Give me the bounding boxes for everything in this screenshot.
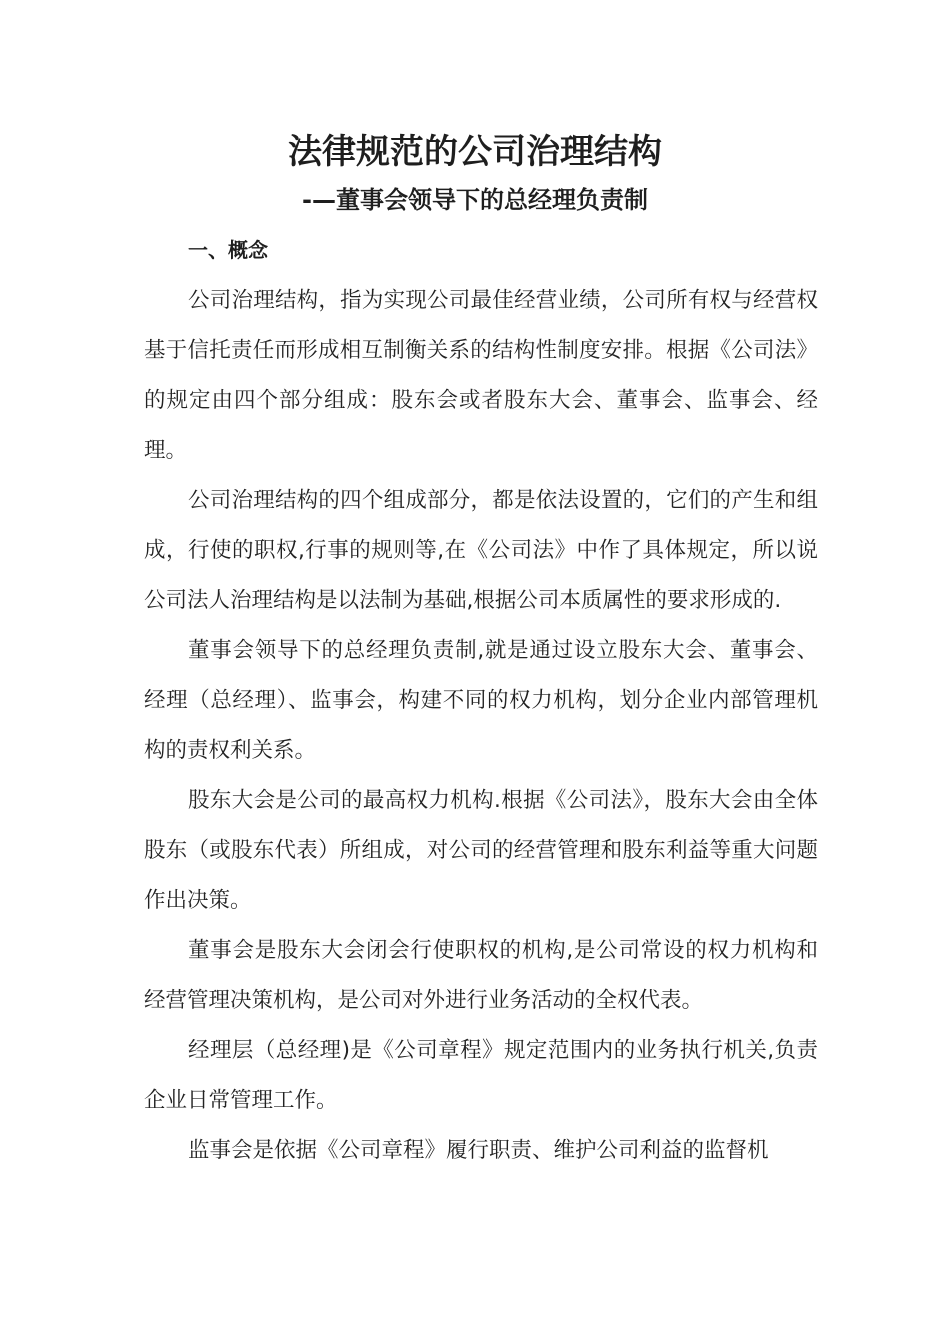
paragraph-legal-basis: 公司治理结构的四个组成部分，都是依法设置的，它们的产生和组成，行使的职权,行事的规则等,在《公司法》中作了具体规定，所以说公司法人治理结构是以法制为基础,根据公司本质属性的要求形成的. [144, 488, 818, 613]
paragraph-management: 经理层（总经理)是《公司章程》规定范围内的业务执行机关,负责企业日常管理工作。 [144, 1038, 818, 1113]
paragraph-board-leadership: 董事会领导下的总经理负责制,就是通过设立股东大会、董事会、经理（总经理）、监事会，构建不同的权力机构，划分企业内部管理机构的责权利关系。 [144, 638, 818, 763]
paragraph-shareholders-meeting: 股东大会是公司的最高权力机构.根据《公司法》，股东大会由全体股东（或股东代表）所组成，对公司的经营管理和股东利益等重大问题作出决策。 [144, 788, 818, 913]
paragraph-supervisory-board: 监事会是依据《公司章程》履行职责、维护公司利益的监督机 [188, 1138, 769, 1163]
paragraph-board-of-directors: 董事会是股东大会闭会行使职权的机构,是公司常设的权力机构和经营管理决策机构，是公司对外进行业务活动的全权代表。 [144, 938, 818, 1013]
paragraph-definition: 公司治理结构，指为实现公司最佳经营业绩，公司所有权与经营权基于信托责任而形成相互制衡关系的结构性制度安排。根据《公司法》的规定由四个部分组成：股东会或者股东大会、董事会、监事会、经理。 [144, 288, 818, 463]
document-subtitle: -—董事会领导下的总经理负责制 [302, 186, 648, 214]
document-title: 法律规范的公司治理结构 [288, 132, 662, 172]
document-body [144, 276, 818, 1176]
section-heading: 一、概念 [188, 238, 268, 262]
